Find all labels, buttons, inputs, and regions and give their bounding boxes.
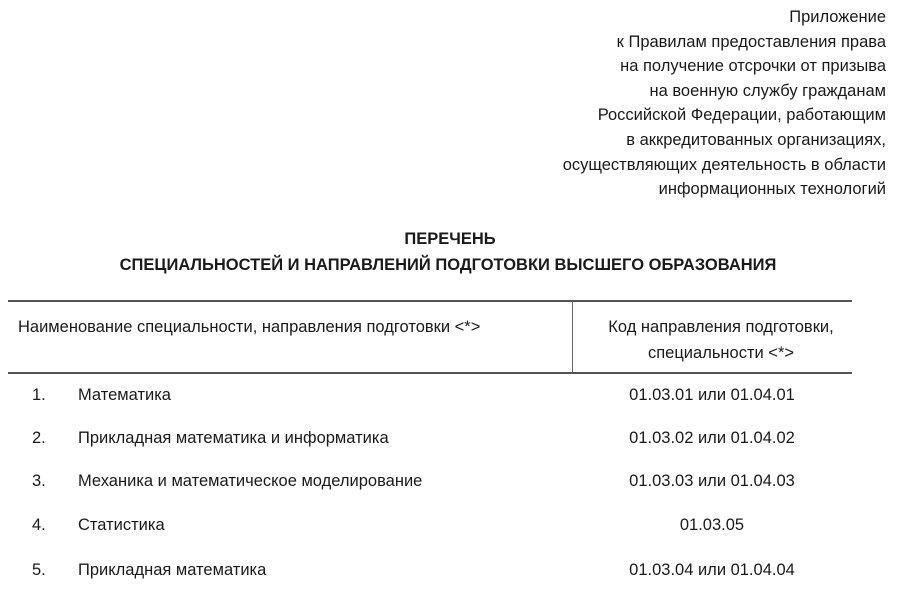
row-number: 2. [32,429,46,447]
appendix-line: на военную службу гражданам [649,81,886,100]
appendix-line: Российской Федерации, работающим [597,106,886,125]
row-number: 1. [32,386,46,404]
appendix-line: Приложение [789,8,886,26]
column-header-code-line: Код направления подготовки, [608,318,834,336]
appendix-line: на получение отсрочки от призыва [620,57,886,76]
table-row [0,426,900,450]
appendix-line: информационных технологий [658,180,886,199]
row-name: Прикладная математика и информатика [78,429,389,447]
appendix-line: к Правилам предоставления права [616,32,886,51]
row-code: 01.03.01 или 01.04.01 [629,386,795,404]
column-header-code-line: специальности <*> [647,344,795,362]
table-header-rule [8,372,852,374]
row-number: 4. [32,516,46,534]
column-header-name: Наименование специальности, направления подготовки <*> [18,318,481,336]
row-number: 5. [32,561,46,579]
row-name: Математика [78,386,171,404]
appendix-line: в аккредитованных организациях, [626,130,886,149]
table-header-divider [572,301,573,373]
row-name: Статистика [78,516,165,534]
document-subtitle: СПЕЦИАЛЬНОСТЕЙ И НАПРАВЛЕНИЙ ПОДГОТОВКИ ВЫСШЕГО ОБРАЗОВАНИЯ [119,256,777,274]
row-name: Прикладная математика [78,561,267,579]
row-code: 01.03.05 [679,516,745,534]
column-header-code [580,314,862,366]
table-row [0,513,900,537]
row-code: 01.03.04 или 01.04.04 [629,561,795,579]
row-code: 01.03.03 или 01.04.03 [629,472,795,490]
row-name: Механика и математическое моделирование [78,472,423,490]
document-title: ПЕРЕЧЕНЬ [404,230,496,248]
table-row [0,383,900,407]
table-row [0,558,900,582]
appendix-line: осуществляющих деятельность в области [562,155,886,174]
appendix-block [563,5,886,202]
row-number: 3. [32,472,46,490]
table-row [0,469,900,493]
table-top-rule [8,300,852,302]
row-code: 01.03.02 или 01.04.02 [629,429,795,447]
